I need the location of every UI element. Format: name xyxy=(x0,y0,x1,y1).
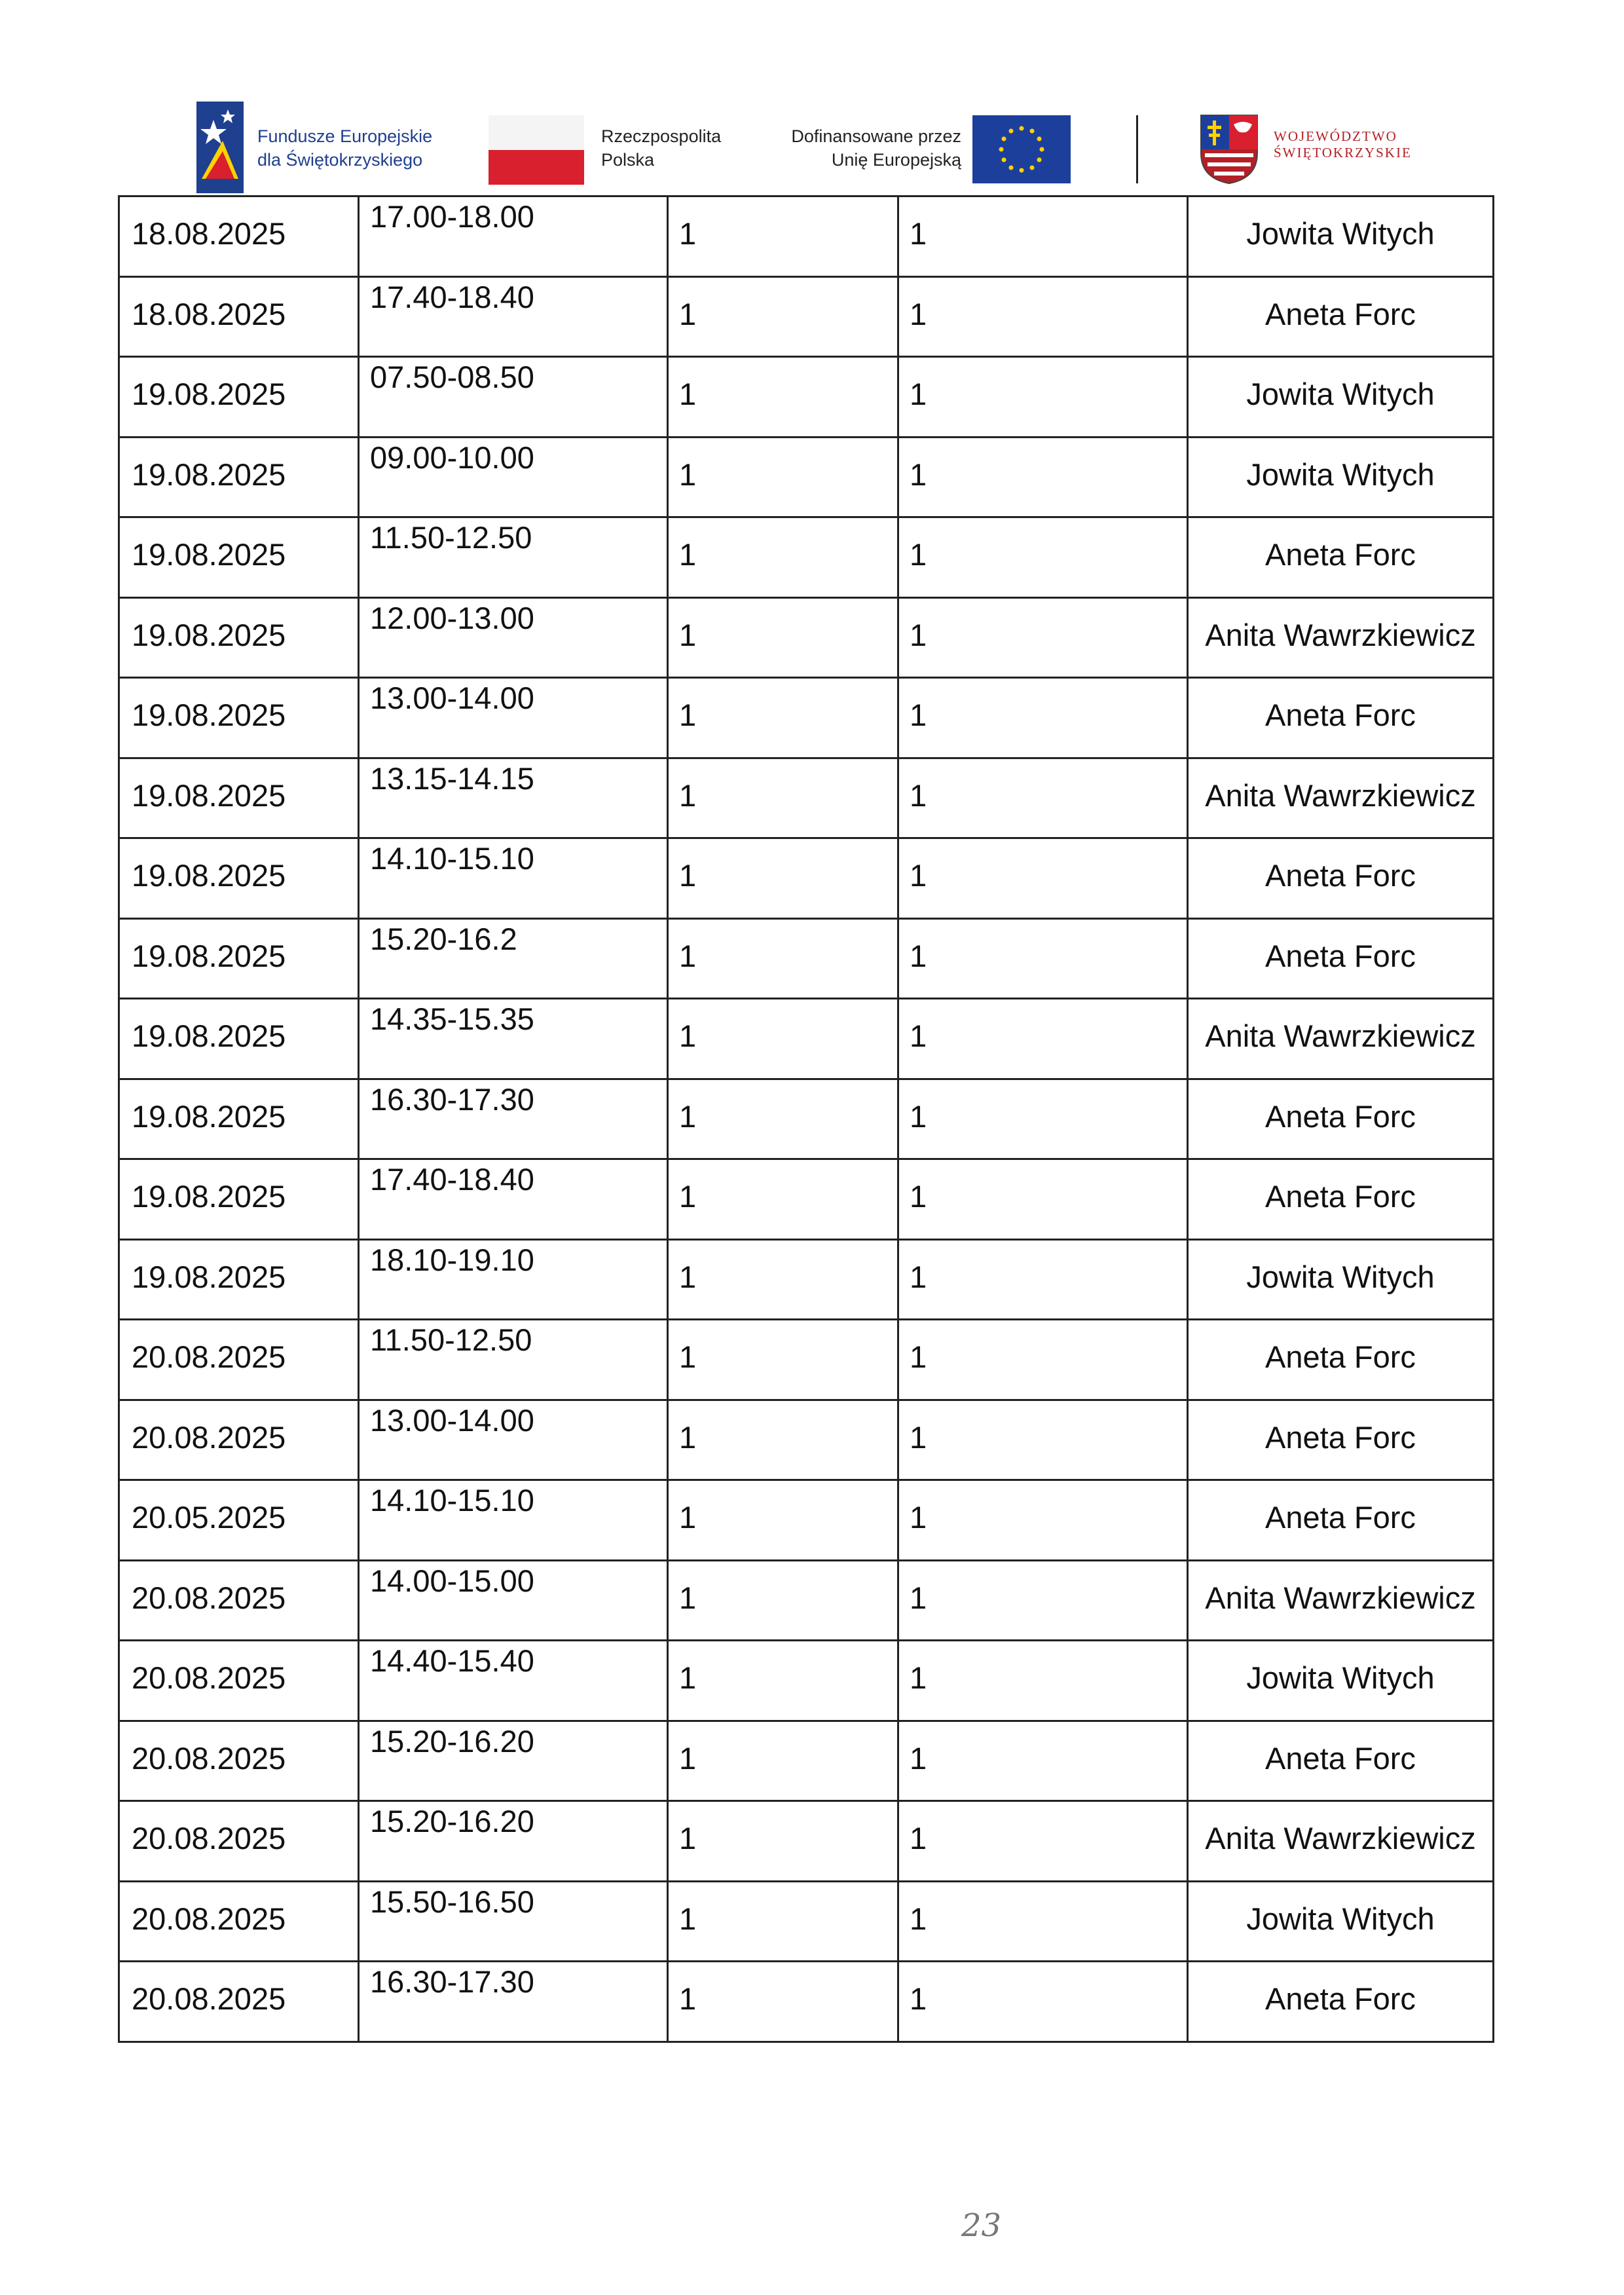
date-cell-text: 20.08.2025 xyxy=(132,1580,286,1615)
count-cell-1-text: 1 xyxy=(679,1740,697,1776)
person-cell-text: Aneta Forc xyxy=(1265,858,1416,893)
count-cell-1 xyxy=(667,839,897,918)
count-cell-2 xyxy=(897,920,1187,998)
time-cell-text: 07.50-08.50 xyxy=(370,360,534,394)
person-cell xyxy=(1187,1962,1494,2041)
count-cell-1 xyxy=(667,679,897,757)
person-cell xyxy=(1187,518,1494,597)
time-cell xyxy=(358,1962,667,2041)
count-cell-2-text: 1 xyxy=(910,1018,927,1053)
count-cell-1-text: 1 xyxy=(679,1339,697,1374)
time-cell xyxy=(358,1481,667,1559)
count-cell-1 xyxy=(667,1481,897,1559)
person-cell xyxy=(1187,1080,1494,1159)
person-cell xyxy=(1187,1481,1494,1559)
person-cell-text: Anita Wawrzkiewicz xyxy=(1205,1821,1476,1856)
time-cell xyxy=(358,1882,667,1961)
rzeczpospolita-label xyxy=(601,124,721,172)
date-cell-text: 19.08.2025 xyxy=(132,1098,286,1134)
count-cell-2 xyxy=(897,1962,1187,2041)
person-cell xyxy=(1187,1401,1494,1480)
date-cell xyxy=(118,759,358,838)
fe-line-1: Fundusze Europejskie xyxy=(257,126,433,146)
date-cell-text: 20.08.2025 xyxy=(132,1339,286,1374)
count-cell-1 xyxy=(667,920,897,998)
table-row xyxy=(118,1481,1494,1561)
count-cell-2 xyxy=(897,999,1187,1078)
time-cell-text: 15.20-16.2 xyxy=(370,921,517,956)
time-cell xyxy=(358,999,667,1078)
date-cell xyxy=(118,1401,358,1480)
table-row xyxy=(118,1882,1494,1963)
time-cell xyxy=(358,679,667,757)
person-cell-text: Aneta Forc xyxy=(1265,1339,1416,1374)
count-cell-1 xyxy=(667,1160,897,1239)
count-cell-1 xyxy=(667,1320,897,1399)
header-divider xyxy=(1136,115,1138,183)
count-cell-1-text: 1 xyxy=(679,1580,697,1615)
count-cell-1-text: 1 xyxy=(679,1098,697,1134)
table-row xyxy=(118,599,1494,679)
date-cell-text: 19.08.2025 xyxy=(132,1179,286,1214)
count-cell-1-text: 1 xyxy=(679,377,697,411)
person-cell xyxy=(1187,1722,1494,1801)
time-cell xyxy=(358,599,667,677)
count-cell-2-text: 1 xyxy=(910,1981,927,2016)
time-cell xyxy=(358,197,667,276)
table-row xyxy=(118,920,1494,1000)
table-row xyxy=(118,197,1494,278)
person-cell xyxy=(1187,999,1494,1078)
date-cell xyxy=(118,518,358,597)
count-cell-2-text: 1 xyxy=(910,938,927,973)
date-cell-text: 18.08.2025 xyxy=(132,216,286,251)
date-cell-text: 20.08.2025 xyxy=(132,1821,286,1856)
person-cell-text: Aneta Forc xyxy=(1265,1098,1416,1134)
table-row xyxy=(118,839,1494,920)
person-cell-text: Anita Wawrzkiewicz xyxy=(1205,1580,1476,1615)
count-cell-2-text: 1 xyxy=(910,1259,927,1294)
date-cell xyxy=(118,1561,358,1640)
date-cell xyxy=(118,1080,358,1159)
date-cell xyxy=(118,358,358,436)
person-cell xyxy=(1187,599,1494,677)
time-cell xyxy=(358,438,667,517)
count-cell-1-text: 1 xyxy=(679,1901,697,1936)
eu-flag-icon xyxy=(972,115,1071,183)
count-cell-1-text: 1 xyxy=(679,1500,697,1535)
table-row xyxy=(118,358,1494,438)
count-cell-2-text: 1 xyxy=(910,216,927,251)
count-cell-1 xyxy=(667,1722,897,1801)
time-cell-text: 16.30-17.30 xyxy=(370,1964,534,1999)
table-row xyxy=(118,1320,1494,1401)
count-cell-1-text: 1 xyxy=(679,457,697,492)
date-cell xyxy=(118,1320,358,1399)
table-row xyxy=(118,1241,1494,1321)
count-cell-1-text: 1 xyxy=(679,1821,697,1856)
date-cell-text: 20.08.2025 xyxy=(132,1660,286,1695)
person-cell-text: Aneta Forc xyxy=(1265,938,1416,973)
date-cell xyxy=(118,278,358,356)
person-cell xyxy=(1187,679,1494,757)
count-cell-2-text: 1 xyxy=(910,1179,927,1214)
person-cell xyxy=(1187,920,1494,998)
count-cell-1 xyxy=(667,197,897,276)
table-row xyxy=(118,278,1494,358)
person-cell-text: Anita Wawrzkiewicz xyxy=(1205,617,1476,652)
time-cell xyxy=(358,1160,667,1239)
person-cell xyxy=(1187,438,1494,517)
date-cell xyxy=(118,438,358,517)
person-cell xyxy=(1187,1320,1494,1399)
date-cell-text: 20.08.2025 xyxy=(132,1901,286,1936)
date-cell xyxy=(118,999,358,1078)
count-cell-2 xyxy=(897,278,1187,356)
person-cell-text: Anita Wawrzkiewicz xyxy=(1205,777,1476,813)
time-cell xyxy=(358,1561,667,1640)
time-cell-text: 15.20-16.20 xyxy=(370,1804,534,1838)
count-cell-1-text: 1 xyxy=(679,296,697,331)
time-cell xyxy=(358,1641,667,1720)
count-cell-1-text: 1 xyxy=(679,1419,697,1455)
date-cell xyxy=(118,920,358,998)
time-cell-text: 15.50-16.50 xyxy=(370,1884,534,1919)
polish-flag-icon xyxy=(489,115,584,185)
count-cell-2-text: 1 xyxy=(910,1821,927,1856)
person-cell-text: Aneta Forc xyxy=(1265,1740,1416,1776)
count-cell-1 xyxy=(667,1080,897,1159)
count-cell-2-text: 1 xyxy=(910,1419,927,1455)
count-cell-2-text: 1 xyxy=(910,698,927,732)
person-cell-text: Aneta Forc xyxy=(1265,1179,1416,1214)
date-cell xyxy=(118,1641,358,1720)
count-cell-1-text: 1 xyxy=(679,938,697,973)
time-cell-text: 18.10-19.10 xyxy=(370,1242,534,1277)
date-cell-text: 19.08.2025 xyxy=(132,377,286,411)
count-cell-1 xyxy=(667,1401,897,1480)
time-cell xyxy=(358,358,667,436)
count-cell-2-text: 1 xyxy=(910,1901,927,1936)
time-cell-text: 13.00-14.00 xyxy=(370,1402,534,1438)
count-cell-2 xyxy=(897,1080,1187,1159)
count-cell-2-text: 1 xyxy=(910,1098,927,1134)
table-row xyxy=(118,1722,1494,1802)
eu-line-1: Dofinansowane przez xyxy=(791,126,961,146)
count-cell-2-text: 1 xyxy=(910,1580,927,1615)
person-cell-text: Aneta Forc xyxy=(1265,1419,1416,1455)
rp-line-2: Polska xyxy=(601,150,655,170)
person-cell-text: Jowita Witych xyxy=(1246,1259,1435,1294)
date-cell xyxy=(118,839,358,918)
person-cell-text: Jowita Witych xyxy=(1246,1901,1435,1936)
table-row xyxy=(118,1080,1494,1161)
table-row xyxy=(118,759,1494,840)
wojewodztwo-label xyxy=(1274,128,1412,161)
count-cell-1-text: 1 xyxy=(679,698,697,732)
count-cell-1 xyxy=(667,1882,897,1961)
date-cell-text: 18.08.2025 xyxy=(132,296,286,331)
table-row xyxy=(118,999,1494,1080)
count-cell-1-text: 1 xyxy=(679,1981,697,2016)
count-cell-1 xyxy=(667,1641,897,1720)
count-cell-2 xyxy=(897,1802,1187,1880)
person-cell xyxy=(1187,1561,1494,1640)
time-cell xyxy=(358,920,667,998)
person-cell-text: Aneta Forc xyxy=(1265,537,1416,572)
count-cell-2-text: 1 xyxy=(910,457,927,492)
count-cell-1 xyxy=(667,358,897,436)
count-cell-2 xyxy=(897,1320,1187,1399)
table-row xyxy=(118,1641,1494,1722)
count-cell-1 xyxy=(667,518,897,597)
count-cell-2 xyxy=(897,599,1187,677)
count-cell-1 xyxy=(667,278,897,356)
person-cell-text: Aneta Forc xyxy=(1265,296,1416,331)
date-cell xyxy=(118,1722,358,1801)
count-cell-2 xyxy=(897,839,1187,918)
time-cell-text: 17.00-18.00 xyxy=(370,199,534,234)
fe-line-2: dla Świętokrzyskiego xyxy=(257,150,423,170)
document-header xyxy=(0,0,1624,196)
count-cell-1 xyxy=(667,1561,897,1640)
time-cell-text: 14.10-15.10 xyxy=(370,1483,534,1518)
date-cell-text: 20.05.2025 xyxy=(132,1500,286,1535)
time-cell-text: 13.15-14.15 xyxy=(370,760,534,796)
date-cell xyxy=(118,1160,358,1239)
table-row xyxy=(118,1160,1494,1241)
table-row xyxy=(118,518,1494,599)
count-cell-2-text: 1 xyxy=(910,1339,927,1374)
count-cell-2-text: 1 xyxy=(910,777,927,813)
date-cell-text: 19.08.2025 xyxy=(132,938,286,973)
date-cell xyxy=(118,1962,358,2041)
date-cell-text: 20.08.2025 xyxy=(132,1740,286,1776)
fundusze-europejskie-label xyxy=(257,124,432,172)
count-cell-2 xyxy=(897,1641,1187,1720)
date-cell-text: 19.08.2025 xyxy=(132,1259,286,1294)
date-cell xyxy=(118,1241,358,1319)
count-cell-1 xyxy=(667,999,897,1078)
time-cell xyxy=(358,278,667,356)
date-cell xyxy=(118,1802,358,1880)
person-cell-text: Aneta Forc xyxy=(1265,1981,1416,2016)
person-cell-text: Jowita Witych xyxy=(1246,457,1435,492)
count-cell-1 xyxy=(667,599,897,677)
count-cell-2-text: 1 xyxy=(910,1740,927,1776)
time-cell xyxy=(358,518,667,597)
count-cell-1-text: 1 xyxy=(679,216,697,251)
date-cell xyxy=(118,1882,358,1961)
woj-line-2: ŚWIĘTOKRZYSKIE xyxy=(1274,145,1412,160)
count-cell-2 xyxy=(897,1561,1187,1640)
table-row xyxy=(118,679,1494,759)
time-cell-text: 15.20-16.20 xyxy=(370,1723,534,1759)
time-cell xyxy=(358,759,667,838)
count-cell-1-text: 1 xyxy=(679,1018,697,1053)
eu-funding-label xyxy=(771,124,961,172)
person-cell-text: Anita Wawrzkiewicz xyxy=(1205,1018,1476,1053)
count-cell-1-text: 1 xyxy=(679,1660,697,1695)
count-cell-1-text: 1 xyxy=(679,1259,697,1294)
count-cell-2-text: 1 xyxy=(910,296,927,331)
time-cell-text: 14.10-15.10 xyxy=(370,841,534,876)
date-cell xyxy=(118,679,358,757)
time-cell xyxy=(358,1401,667,1480)
count-cell-2 xyxy=(897,1882,1187,1961)
count-cell-2 xyxy=(897,1401,1187,1480)
date-cell-text: 19.08.2025 xyxy=(132,1018,286,1053)
count-cell-2 xyxy=(897,759,1187,838)
count-cell-2 xyxy=(897,1160,1187,1239)
count-cell-1-text: 1 xyxy=(679,537,697,572)
table-row xyxy=(118,1802,1494,1882)
person-cell-text: Jowita Witych xyxy=(1246,1660,1435,1695)
count-cell-2-text: 1 xyxy=(910,1660,927,1695)
count-cell-1-text: 1 xyxy=(679,1179,697,1214)
time-cell xyxy=(358,1241,667,1319)
time-cell-text: 12.00-13.00 xyxy=(370,600,534,635)
time-cell-text: 11.50-12.50 xyxy=(370,1322,532,1357)
date-cell-text: 19.08.2025 xyxy=(132,858,286,893)
count-cell-2 xyxy=(897,197,1187,276)
person-cell xyxy=(1187,278,1494,356)
count-cell-2 xyxy=(897,358,1187,436)
date-cell-text: 19.08.2025 xyxy=(132,537,286,572)
time-cell xyxy=(358,1722,667,1801)
count-cell-1 xyxy=(667,1962,897,2041)
time-cell xyxy=(358,1320,667,1399)
person-cell-text: Jowita Witych xyxy=(1246,216,1435,251)
count-cell-2-text: 1 xyxy=(910,377,927,411)
page-number: 23 xyxy=(961,2207,1002,2244)
date-cell-text: 19.08.2025 xyxy=(132,777,286,813)
time-cell-text: 14.40-15.40 xyxy=(370,1643,534,1678)
time-cell-text: 14.00-15.00 xyxy=(370,1563,534,1598)
date-cell-text: 20.08.2025 xyxy=(132,1419,286,1455)
count-cell-2-text: 1 xyxy=(910,617,927,652)
fundusze-europejskie-logo-icon xyxy=(196,102,244,193)
count-cell-2 xyxy=(897,679,1187,757)
person-cell xyxy=(1187,1241,1494,1319)
woj-line-1: WOJEWÓDZTWO xyxy=(1274,128,1397,144)
date-cell-text: 20.08.2025 xyxy=(132,1981,286,2016)
rp-line-1: Rzeczpospolita xyxy=(601,126,722,146)
person-cell xyxy=(1187,1802,1494,1880)
time-cell-text: 09.00-10.00 xyxy=(370,439,534,475)
count-cell-2 xyxy=(897,438,1187,517)
person-cell xyxy=(1187,1641,1494,1720)
date-cell xyxy=(118,1481,358,1559)
count-cell-1-text: 1 xyxy=(679,777,697,813)
time-cell-text: 14.35-15.35 xyxy=(370,1001,534,1036)
eu-line-2: Unię Europejską xyxy=(831,150,961,170)
time-cell xyxy=(358,1802,667,1880)
date-cell xyxy=(118,599,358,677)
time-cell-text: 13.00-14.00 xyxy=(370,681,534,715)
person-cell-text: Aneta Forc xyxy=(1265,698,1416,732)
count-cell-1-text: 1 xyxy=(679,617,697,652)
person-cell-text: Jowita Witych xyxy=(1246,377,1435,411)
count-cell-2 xyxy=(897,1481,1187,1559)
date-cell-text: 19.08.2025 xyxy=(132,457,286,492)
count-cell-2 xyxy=(897,518,1187,597)
count-cell-1 xyxy=(667,438,897,517)
time-cell-text: 11.50-12.50 xyxy=(370,520,532,555)
count-cell-2-text: 1 xyxy=(910,537,927,572)
count-cell-1 xyxy=(667,1241,897,1319)
date-cell-text: 19.08.2025 xyxy=(132,617,286,652)
time-cell-text: 17.40-18.40 xyxy=(370,279,534,314)
time-cell-text: 17.40-18.40 xyxy=(370,1162,534,1197)
date-cell xyxy=(118,197,358,276)
count-cell-2-text: 1 xyxy=(910,858,927,893)
table-row xyxy=(118,1401,1494,1482)
person-cell-text: Aneta Forc xyxy=(1265,1500,1416,1535)
wojewodztwo-crest-icon xyxy=(1200,114,1259,185)
count-cell-1 xyxy=(667,1802,897,1880)
count-cell-2-text: 1 xyxy=(910,1500,927,1535)
person-cell xyxy=(1187,1882,1494,1961)
person-cell xyxy=(1187,358,1494,436)
person-cell xyxy=(1187,759,1494,838)
count-cell-1-text: 1 xyxy=(679,858,697,893)
table-row xyxy=(118,438,1494,519)
schedule-table xyxy=(118,195,1494,2043)
table-row xyxy=(118,1561,1494,1642)
count-cell-1 xyxy=(667,759,897,838)
time-cell xyxy=(358,839,667,918)
count-cell-2 xyxy=(897,1722,1187,1801)
count-cell-2 xyxy=(897,1241,1187,1319)
date-cell-text: 19.08.2025 xyxy=(132,698,286,732)
time-cell-text: 16.30-17.30 xyxy=(370,1081,534,1117)
person-cell xyxy=(1187,1160,1494,1239)
time-cell xyxy=(358,1080,667,1159)
person-cell xyxy=(1187,839,1494,918)
table-row xyxy=(118,1962,1494,2043)
person-cell xyxy=(1187,197,1494,276)
